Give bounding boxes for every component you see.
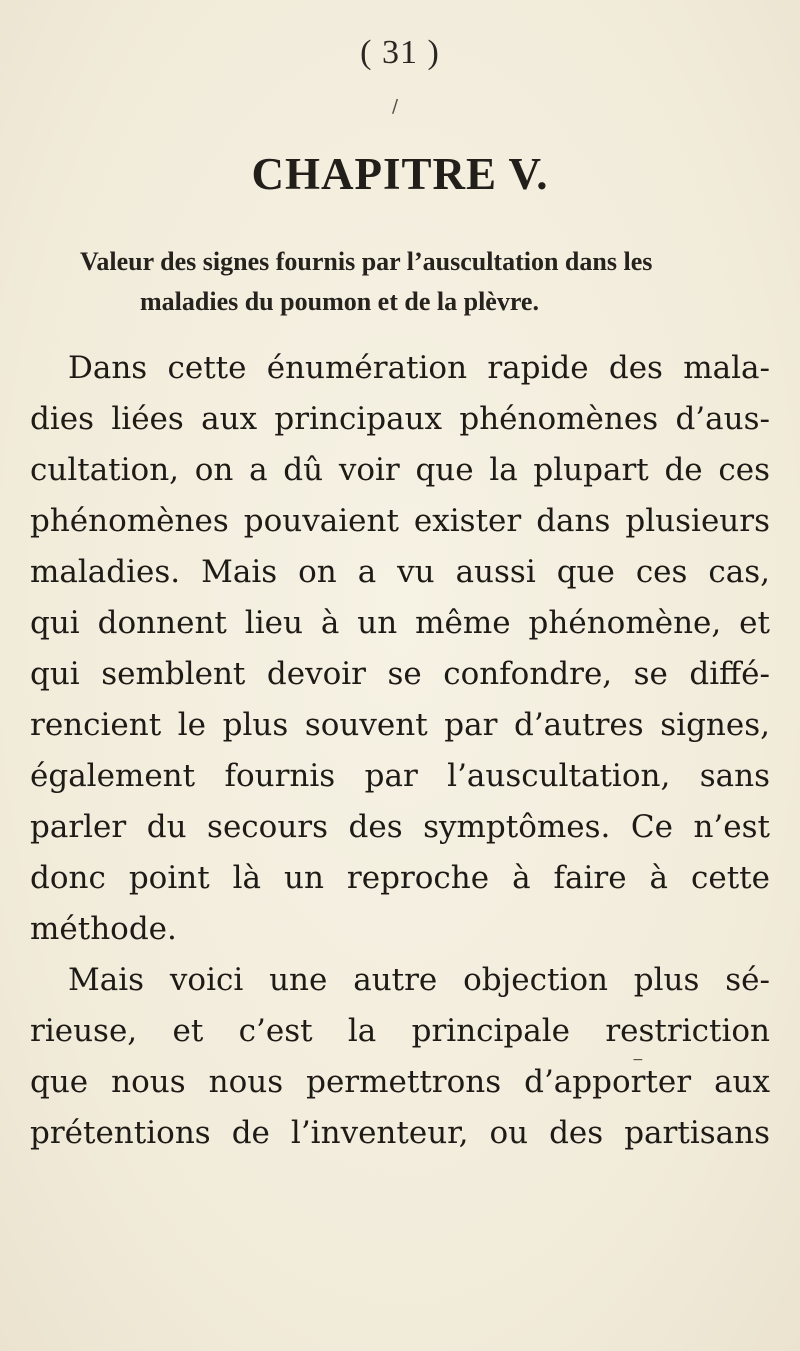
paragraph-1-line: rencient le plus souvent par d’autres signes,: [30, 707, 770, 743]
paragraph-2-line: rieuse, et c’est la principale restriction: [30, 1013, 770, 1049]
paragraph-1-line: méthode.: [30, 911, 177, 947]
paragraph-1-line: cultation, on a dû voir que la plupart de ces: [30, 452, 770, 488]
paragraph-2-line: Mais voici une autre objection plus sé-: [68, 962, 770, 998]
paragraph-1-line: Dans cette énumération rapide des mala-: [68, 350, 770, 386]
paragraph-1-line: phénomènes pouvaient exister dans plusieurs: [30, 503, 770, 539]
body-text: [30, 343, 770, 1159]
chapter-summary: [80, 242, 680, 322]
paragraph-1-line: maladies. Mais on a vu aussi que ces cas,: [30, 554, 770, 590]
paragraph-1-line: parler du secours des symptômes. Ce n’est: [30, 809, 770, 845]
ink-speck: −: [632, 1052, 644, 1068]
summary-line: maladies du poumon et de la plèvre.: [140, 287, 539, 316]
paragraph-1-line: donc point là un reproche à faire à cette: [30, 860, 770, 896]
paragraph-2-line: prétentions de l’inventeur, ou des partisans: [30, 1115, 770, 1151]
summary-line: Valeur des signes fournis par l’auscultation dans les: [80, 247, 653, 276]
page-number: ( 31 ): [360, 34, 440, 71]
chapter-title: CHAPITRE V.: [251, 149, 549, 199]
ink-speck: /: [392, 96, 399, 117]
paragraph-1-line: qui semblent devoir se confondre, se diffé-: [30, 656, 770, 692]
paragraph-2-line: que nous nous permettrons d’apporter aux: [30, 1064, 770, 1100]
paragraph-1-line: qui donnent lieu à un même phénomène, et: [30, 605, 770, 641]
paragraph-1-line: dies liées aux principaux phénomènes d’aus-: [30, 401, 770, 437]
paragraph-1-line: également fournis par l’auscultation, sans: [30, 758, 770, 794]
